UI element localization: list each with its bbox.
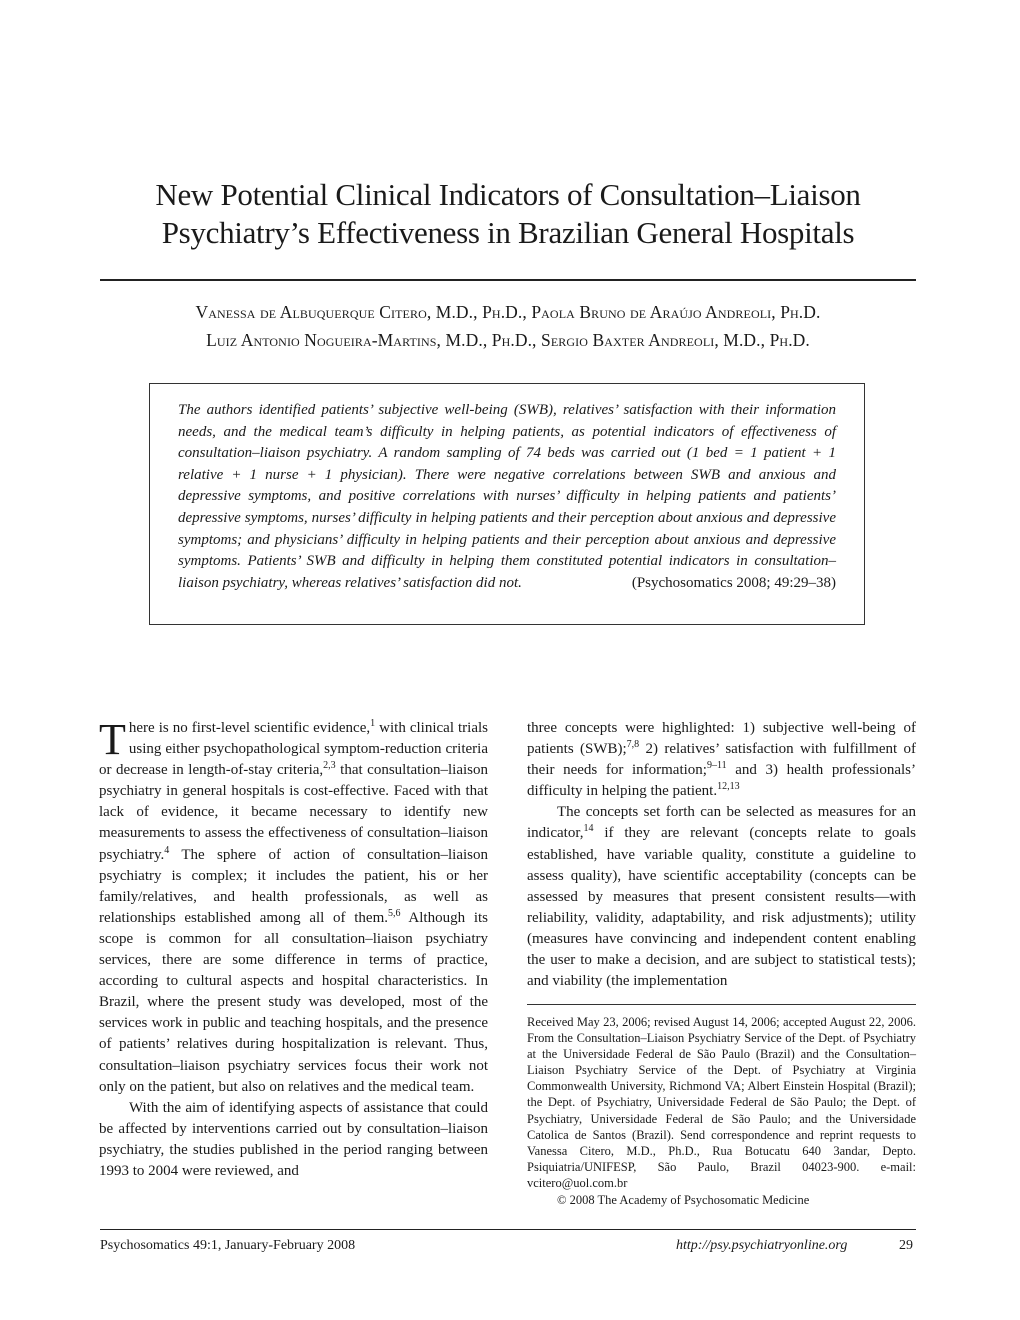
- body-paragraph-3: [527, 718, 916, 802]
- title-divider: [100, 279, 916, 281]
- authors-line-2: Luiz Antonio Nogueira-Martins, M.D., Ph.D., Sergio Baxter Andreoli, M.D., Ph.D.: [206, 330, 810, 350]
- abstract-citation: (Psychosomatics 2008; 49:29–38): [631, 574, 836, 591]
- footer-divider: [100, 1229, 916, 1230]
- body-text: The concepts set forth can be selected as measures for an indicator,: [527, 804, 916, 842]
- body-text: that consultation–liaison psychiatry in general hospitals is cost-effective. Faced with that lack of evidence, it became necessary to identify new measurements to assess the effectiveness of consultation–liaison psychiatry.: [99, 762, 488, 863]
- body-column-left: [99, 715, 488, 1182]
- citation-ref: 12,13: [717, 781, 740, 793]
- citation-ref: 14: [583, 823, 594, 835]
- copyright-notice: © 2008 The Academy of Psychosomatic Medicine: [557, 1193, 810, 1208]
- body-text: three concepts were highlighted: 1) subjective well-being of patients (SWB);: [527, 720, 916, 758]
- citation-ref: 2,3: [323, 760, 336, 772]
- body-text: if they are relevant (concepts relate to goals established, have variable quality, constitute a guideline to assess quality), have scientific acceptability (concepts can be assessed by measures that present consistent results—with reliability, validity, adaptability, and risk adjustments); utility (measures have convincing and independent content enabling the user to make a decision, and are subject to statistical tests); and viability (the implementation: [527, 825, 916, 990]
- abstract: [178, 400, 836, 594]
- body-paragraph-4: [527, 802, 916, 992]
- body-column-right: [527, 718, 916, 992]
- body-text: Although its scope is common for all consultation–liaison psychiatry services, there are some difference in terms of practice, according to cultural aspects and hospital characteristics. In Brazil, where the present study was developed, most of the services work in public and teaching hospitals, and the presence of patients’ relatives during hospitalization is relevant. Thus, consultation–liaison psychiatry services focus their work not only on the patient, but also on relatives and the medical team.: [99, 909, 488, 1095]
- citation-ref: 4: [164, 844, 170, 856]
- page-number: 29: [899, 1238, 913, 1253]
- citation-ref: 7,8: [626, 739, 640, 751]
- footnote-divider: [527, 1004, 916, 1005]
- citation-ref: 5,6: [388, 907, 401, 919]
- footnote: [527, 1014, 916, 1208]
- footnote-text: Received May 23, 2006; revised August 14, 2006; accepted August 22, 2006. From the Consultation–Liaison Psychiatry Service of the Dept. of Psychiatry at the Universidade Federal de São Paulo (Brazil) and the Consultation–Liaison Psychiatry Service of the Dept. of Psychiatry at Virginia Commonwealth University, Richmond VA; Albert Einstein Hospital (Brazil); the Dept. of Psychiatry, Universidade Federal de São Paulo; the Dept. of Psychiatry, Universidade Federal de São Paulo; and the Universidade Catolica de Santos (Brazil). Send correspondence and reprint requests to Vanessa Citero, M.D., Ph.D., Rua Botucatu 640 3andar, Depto. Psiquiatria/UNIFESP, São Paulo, Brazil 04023-900. e-mail: vcitero@uol.com.br: [527, 1015, 916, 1190]
- body-text: The sphere of action of consultation–liaison psychiatry is complex; it includes the patient, his or her family/relatives, and health professionals, as well as relationships established among all of them.: [99, 846, 488, 926]
- author-list: [100, 298, 916, 354]
- authors-line-1: Vanessa de Albuquerque Citero, M.D., Ph.D., Paola Bruno de Araújo Andreoli, Ph.D.: [195, 302, 821, 322]
- body-text: and 3) health professionals’ difficulty in helping the patient.: [527, 762, 916, 800]
- body-text: with clinical trials using either psychopathological symptom-reduction criteria or decrease in length-of-stay criteria,: [99, 720, 488, 779]
- body-text: 2) relatives’ satisfaction with fulfillment of their needs for information;: [527, 741, 916, 779]
- article-title: [100, 176, 916, 252]
- body-text: here is no first-level scientific evidence,: [128, 720, 371, 736]
- citation-ref: 1: [370, 718, 376, 729]
- title-line-1: New Potential Clinical Indicators of Consultation–Liaison: [155, 177, 861, 212]
- body-paragraph-2: With the aim of identifying aspects of assistance that could be affected by interventions carried out by consultation–liaison psychiatry, the studies published in the period ranging between 1993 to 2004 were reviewed, and: [99, 1099, 488, 1179]
- title-line-2: Psychiatry’s Effectiveness in Brazilian General Hospitals: [161, 215, 855, 250]
- abstract-text: The authors identified patients’ subjective well-being (SWB), relatives’ satisfaction with their information needs, and the medical team’s difficulty in helping patients, as potential indicators of effectiveness of consultation–liaison psychiatry. A random sampling of 74 beds was carried out (1 bed = 1 patient + 1 relative + 1 nurse + 1 physician). There were negative correlations between SWB and anxious and depressive symptoms, and positive correlations with nurses’ difficulty in helping patients and patients’ depressive symptoms, nurses’ difficulty in helping patients and their perception about anxious and depressive symptoms; and physicians’ difficulty in helping patients and their perception about anxious and depressive symptoms. Patients’ SWB and difficulty in helping them constituted potential indicators in consultation–liaison psychiatry, whereas relatives’ satisfaction did not.: [178, 402, 836, 591]
- journal-url[interactable]: http://psy.psychiatryonline.org: [676, 1238, 848, 1253]
- body-paragraph-1: [99, 715, 488, 1098]
- journal-citation: Psychosomatics 49:1, January-February 2008: [100, 1238, 356, 1253]
- drop-cap: T: [99, 715, 126, 764]
- abstract-box: [149, 383, 865, 625]
- citation-ref: 9–11: [706, 760, 727, 772]
